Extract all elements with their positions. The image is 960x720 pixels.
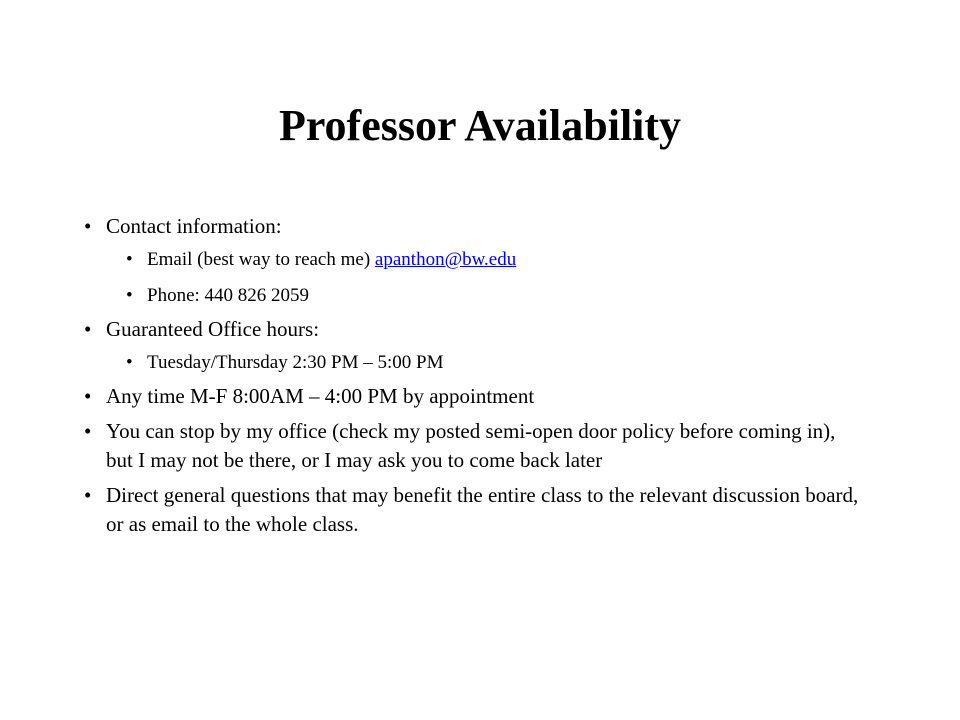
- bullet-dot: •: [126, 285, 133, 306]
- bullet-dot: •: [126, 249, 133, 270]
- phone-text: Phone: 440 826 2059: [147, 285, 310, 306]
- bullet-dot: •: [126, 352, 133, 373]
- schedule-text: Tuesday/Thursday 2:30 PM – 5:00 PM: [147, 352, 444, 373]
- bullet-dot: •: [84, 419, 92, 443]
- stop-by-text: You can stop by my office (check my posted semi-open door policy before coming in), but I may not be there, or I may ask you to come back later: [106, 419, 836, 472]
- bullet-general-questions: [84, 481, 864, 539]
- slide-title: Professor Availability: [278, 101, 682, 150]
- contact-label: Contact information:: [106, 214, 282, 238]
- bullet-dot: •: [84, 483, 92, 507]
- email-link[interactable]: apanthon@bw.edu: [374, 249, 517, 270]
- bullet-contact: [84, 212, 864, 309]
- bullet-dot: •: [84, 384, 92, 408]
- appointment-text: Any time M-F 8:00AM – 4:00 PM by appointment: [106, 384, 535, 408]
- general-questions-text: Direct general questions that may benefit the entire class to the relevant discussion board, or as email to the whole class.: [106, 483, 859, 536]
- bullet-dot: •: [84, 214, 92, 238]
- office-hours-sublist: [106, 350, 864, 376]
- email-label: Email (best way to reach me): [147, 249, 375, 270]
- office-hours-label: Guaranteed Office hours:: [106, 317, 320, 341]
- bullet-stop-by: [84, 417, 864, 475]
- bullet-dot: •: [84, 317, 92, 341]
- subbullet-phone: [106, 283, 864, 309]
- subbullet-schedule: [106, 350, 864, 376]
- bullet-office-hours: [84, 315, 864, 376]
- subbullet-email: [106, 247, 864, 273]
- bullet-list: [84, 212, 864, 539]
- bullet-appointment: [84, 382, 864, 411]
- contact-sublist: [106, 247, 864, 309]
